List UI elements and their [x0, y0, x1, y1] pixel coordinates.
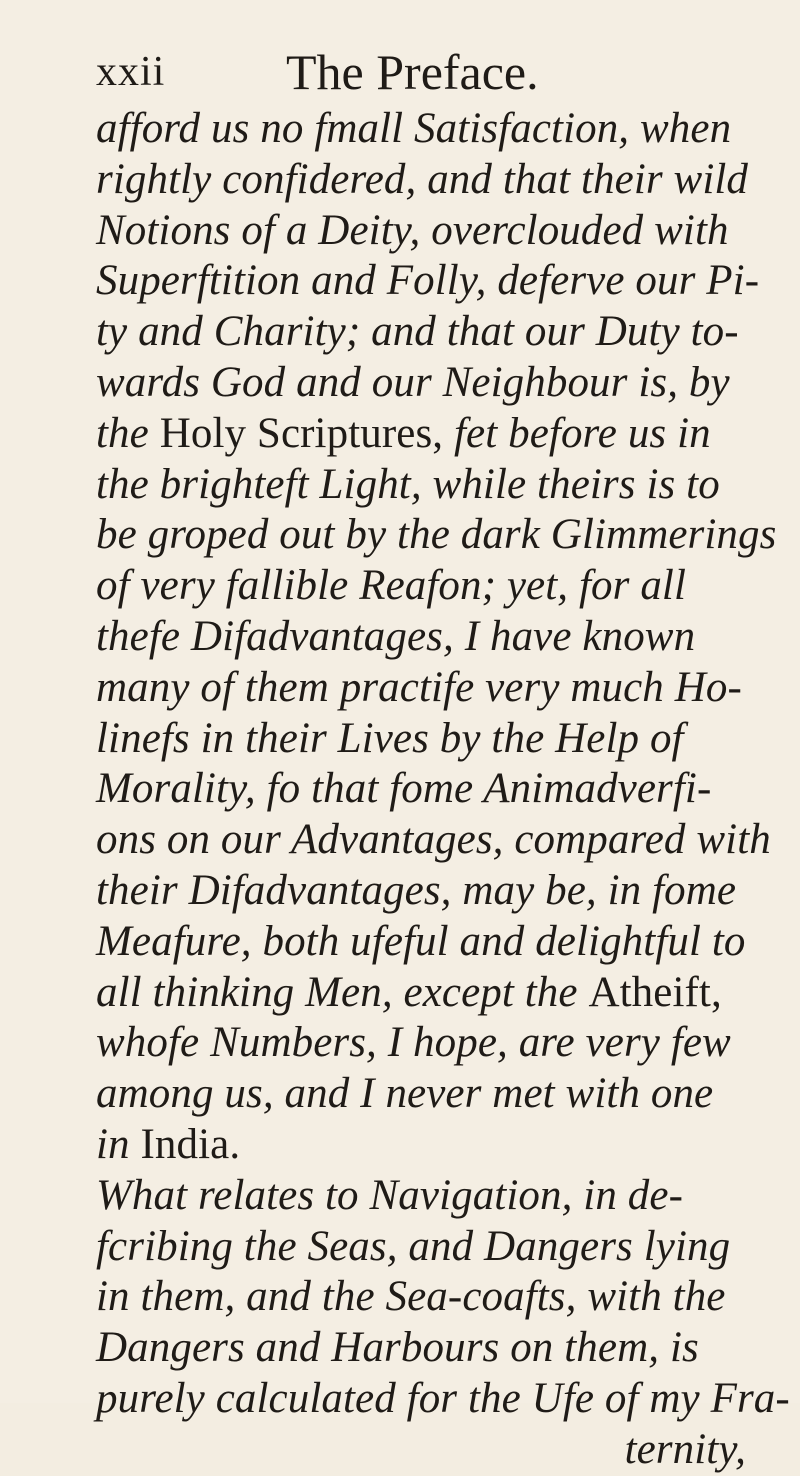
text-line — [96, 206, 746, 257]
text-line — [96, 1222, 746, 1273]
italic-text-segment: whofe Numbers, I hope, are very few — [96, 1019, 731, 1067]
roman-text-segment: Holy Scriptures, — [159, 409, 444, 457]
text-line — [96, 104, 746, 155]
text-line — [96, 968, 746, 1019]
roman-text-segment: Atheift, — [588, 968, 722, 1016]
italic-text-segment: ty and Charity; and that our Duty to- — [96, 308, 739, 356]
text-line — [96, 1374, 790, 1425]
italic-text-segment: Morality, fo that fome Animadverfi- — [96, 765, 712, 813]
roman-text-segment: India. — [140, 1120, 241, 1168]
text-line — [96, 1272, 746, 1323]
italic-text-segment: the brighteft Light, while theirs is to — [96, 460, 720, 508]
text-line — [96, 714, 746, 765]
text-line — [96, 256, 760, 307]
italic-text-segment: many of them practife very much Ho- — [96, 663, 742, 711]
text-line — [96, 460, 746, 511]
italic-text-segment: ons on our Advantages, compared with — [96, 816, 771, 864]
text-line — [96, 409, 746, 460]
italic-text-segment: Superftition and Folly, deferve our Pi- — [96, 257, 760, 305]
text-line — [96, 1171, 746, 1222]
italic-text-segment: What relates to Navigation, in de- — [96, 1171, 684, 1219]
italic-text-segment: all thinking Men, except the — [96, 968, 589, 1016]
italic-text-segment: wards God and our Neighbour is, by — [96, 358, 730, 406]
italic-text-segment: afford us no fmall Satisfaction, when — [96, 105, 732, 152]
italic-text-segment: ternity, — [624, 1425, 746, 1473]
italic-text-segment: be groped out by the dark Glimmerings — [96, 511, 777, 559]
text-line — [96, 663, 746, 714]
italic-text-segment: thefe Difadvantages, I have known — [96, 612, 696, 660]
running-title: The Preface. — [286, 44, 539, 100]
italic-text-segment: in them, and the Sea-coafts, with the — [96, 1273, 726, 1321]
text-line — [96, 1018, 746, 1069]
text-line — [96, 1069, 746, 1120]
text-line — [96, 1323, 746, 1374]
text-line — [96, 815, 771, 866]
text-line — [96, 917, 746, 968]
text-line — [96, 866, 746, 917]
text-line — [96, 307, 746, 358]
italic-text-segment: the — [96, 409, 160, 457]
italic-text-segment: among us, and I never met with one — [96, 1070, 714, 1118]
italic-text-segment: purely calculated for the Ufe of my Fra- — [96, 1374, 790, 1422]
text-line — [96, 764, 746, 815]
italic-text-segment: their Difadvantages, may be, in fome — [96, 866, 737, 914]
italic-text-segment: Notions of a Deity, overclouded with — [96, 206, 729, 254]
italic-text-segment: rightly confidered, and that their wild — [96, 155, 749, 203]
italic-text-segment: in — [96, 1120, 141, 1168]
italic-text-segment: fet before us in — [443, 409, 711, 457]
page-number: xxii — [96, 49, 166, 95]
text-line — [96, 155, 749, 206]
text-line — [96, 358, 746, 409]
preface-text — [96, 104, 790, 1476]
italic-text-segment: Meafure, both ufeful and delightful to — [96, 917, 746, 965]
text-line — [96, 1120, 746, 1171]
italic-text-segment: linefs in their Lives by the Help of — [96, 714, 684, 762]
text-line — [96, 612, 746, 663]
text-line — [96, 561, 746, 612]
italic-text-segment: fcribing the Seas, and Dangers lying — [96, 1222, 731, 1270]
text-line — [96, 1425, 746, 1476]
text-line — [96, 510, 777, 561]
italic-text-segment: of very fallible Reafon; yet, for all — [96, 562, 687, 610]
italic-text-segment: Dangers and Harbours on them, is — [96, 1324, 699, 1372]
page-header — [96, 42, 736, 102]
